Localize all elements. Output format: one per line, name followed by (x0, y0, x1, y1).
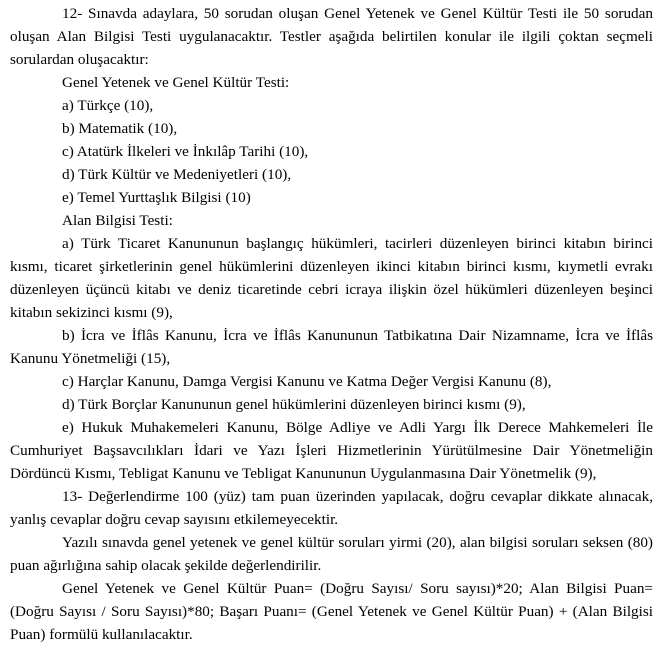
field-test-heading: Alan Bilgisi Testi: (62, 212, 173, 229)
document-body (10, 2, 653, 646)
field-item-c: c) Harçlar Kanunu, Damga Vergisi Kanunu ve Katma Değer Vergisi Kanunu (8), (62, 373, 552, 390)
field-item-a: a) Türk Ticaret Kanununun başlangıç hükümleri, tacirleri düzenleyen birinci kitabın birinci kısmı, ticaret şirketlerinin genel hükümlerini düzenleyen ikinci kitabın birinci kısmı, kıymetli evrakı düzenleyen üçüncü kitabı ve deniz ticaretinde cebri icraya ilişkin özel hükümleri düzenleyen beşinci kitabın sekizinci kısmı (9), (10, 235, 653, 321)
article-13-paragraph-1: 13- Değerlendirme 100 (yüz) tam puan üzerinden yapılacak, doğru cevaplar dikkate alınacak, yanlış cevaplar doğru cevap sayısını etkilemeyecektir. (10, 488, 653, 528)
field-item-d: d) Türk Borçlar Kanununun genel hükümlerini düzenleyen birinci kısmı (9), (62, 396, 526, 413)
field-item-b: b) İcra ve İflâs Kanunu, İcra ve İflâs Kanununun Tatbikatına Dair Nizamname, İcra ve İflâs Kanunu Yönetmeliği (15), (10, 327, 653, 367)
article-13-paragraph-2: Yazılı sınavda genel yetenek ve genel kültür soruları yirmi (20), alan bilgisi soruları seksen (80) puan ağırlığına sahip olacak şekilde değerlendirilir. (10, 534, 653, 574)
general-item-e: e) Temel Yurttaşlık Bilgisi (10) (62, 189, 251, 206)
article-13-paragraph-3: Genel Yetenek ve Genel Kültür Puan= (Doğru Sayısı/ Soru sayısı)*20; Alan Bilgisi Puan=(Doğru Sayısı / Soru Sayısı)*80; Başarı Puanı= (Genel Yetenek ve Genel Kültür Puan) + (Alan Bilgisi Puan) formülü kullanılacaktır. (10, 580, 653, 643)
general-item-c: c) Atatürk İlkeleri ve İnkılâp Tarihi (10), (62, 143, 309, 160)
general-test-heading: Genel Yetenek ve Genel Kültür Testi: (62, 74, 290, 91)
field-item-e: e) Hukuk Muhakemeleri Kanunu, Bölge Adliye ve Adli Yargı İlk Derece Mahkemeleri İle Cumhuriyet Başsavcılıkları İdari ve Yazı İşleri Hizmetlerinin Yürütülmesine Dair Yönetmeliğin Dördüncü Kısmı, Tebligat Kanunu ve Tebligat Kanununun Uygulanmasına Dair Yönetmelik (9), (10, 419, 653, 482)
general-item-d: d) Türk Kültür ve Medeniyetleri (10), (62, 166, 292, 183)
general-item-a: a) Türkçe (10), (62, 97, 154, 114)
general-item-b: b) Matematik (10), (62, 120, 178, 137)
article-12-intro: 12- Sınavda adaylara, 50 sorudan oluşan Genel Yetenek ve Genel Kültür Testi ile 50 sorudan oluşan Alan Bilgisi Testi uygulanacaktır. Testler aşağıda belirtilen konular ile ilgili çoktan seçmeli sorulardan oluşacaktır: (10, 5, 653, 68)
